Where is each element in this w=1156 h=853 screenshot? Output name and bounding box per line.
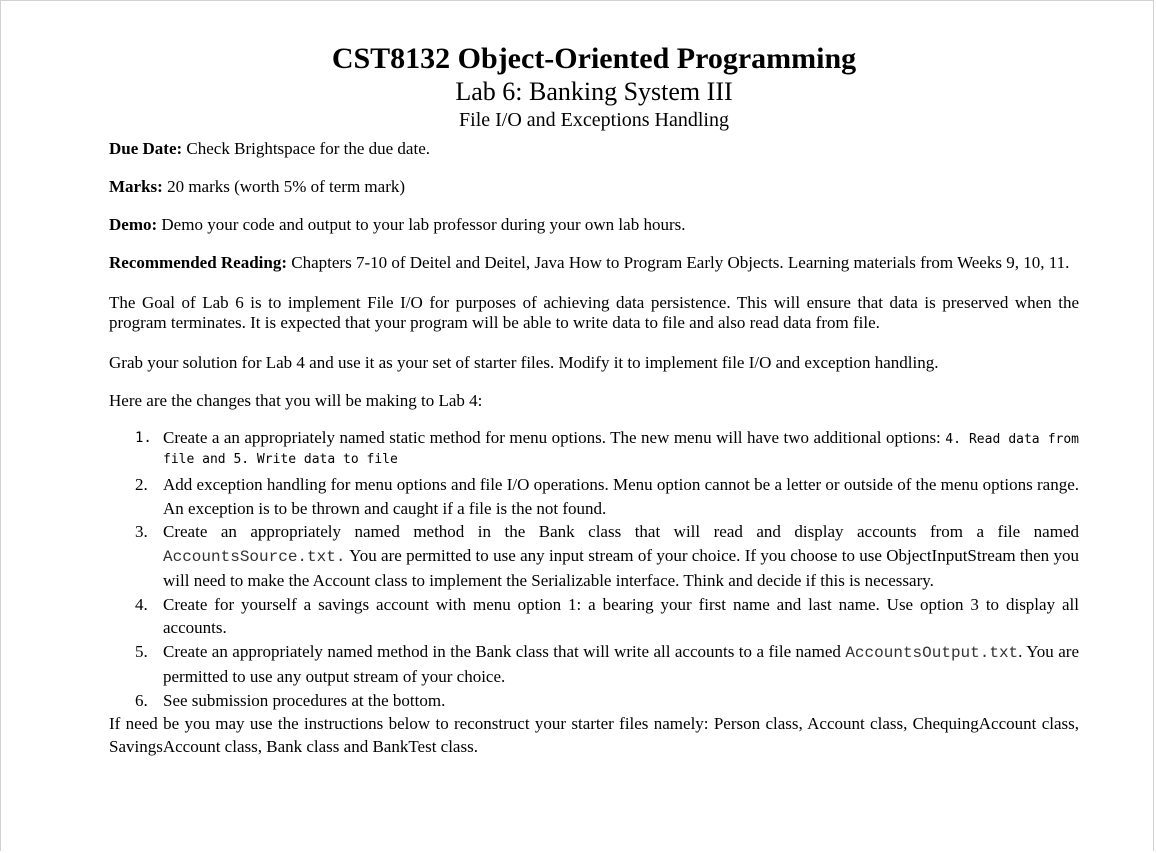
due-date-text: Check Brightspace for the due date. bbox=[182, 139, 430, 158]
list-item-number: 3. bbox=[135, 522, 148, 541]
reading-text: Chapters 7-10 of Deitel and Deitel, Java How to Program Early Objects. Learning materials from Weeks 9, 10, 11. bbox=[287, 253, 1070, 272]
list-item-number: 1. bbox=[135, 430, 152, 446]
changes-list bbox=[109, 429, 1079, 712]
list-item-number: 6. bbox=[135, 690, 148, 710]
demo-line bbox=[109, 215, 1079, 235]
changes-intro: Here are the changes that you will be making to Lab 4: bbox=[109, 391, 483, 410]
demo-label: Demo: bbox=[109, 215, 158, 234]
lab-topic: File I/O and Exceptions Handling bbox=[459, 109, 729, 131]
closing-paragraph: If need be you may use the instructions below to reconstruct your starter files namely: Person class, Account class, ChequingAccount class, SavingsAccount class, Bank class and BankTest class. bbox=[109, 714, 1079, 756]
list-item bbox=[109, 429, 1079, 469]
grab-paragraph: Grab your solution for Lab 4 and use it as your set of starter files. Modify it to implement file I/O and exception handling. bbox=[109, 353, 939, 372]
list-item-number: 5. bbox=[135, 641, 148, 661]
list-item bbox=[109, 689, 1079, 713]
list-item-text: Create an appropriately named method in the Bank class that will read and display accounts from a file named bbox=[163, 522, 1079, 541]
list-item-text: Create for yourself a savings account with menu option 1: a bearing your first name and last name. Use option 3 to display all accounts. bbox=[163, 594, 1079, 637]
due-date-line bbox=[109, 139, 1079, 159]
list-item-text: Create a an appropriately named static method for menu options. The new menu will have two additional options: bbox=[163, 428, 946, 447]
list-item-text: See submission procedures at the bottom. bbox=[163, 690, 446, 710]
lab-subtitle: Lab 6: Banking System III bbox=[455, 77, 733, 106]
list-item bbox=[109, 473, 1079, 520]
source-filename-code: AccountsSource.txt. bbox=[163, 547, 346, 566]
list-item bbox=[109, 520, 1079, 593]
menu-options-code: 4. Read data from file and 5. Write data to file bbox=[163, 432, 1079, 467]
list-item-text-continued: You are permitted to use any input stream of your choice. If you choose to use ObjectInputStream then you will need to make the Account class to implement the Serializable interface. Think and decide if this is necessary. bbox=[163, 545, 1079, 590]
goal-paragraph: The Goal of Lab 6 is to implement File I/O for purposes of achieving data persistence. This will ensure that data is preserved when the program terminates. It is expected that your program will be able to write data to file and also read data from file. bbox=[109, 293, 1079, 332]
list-item-text-continued: . You are permitted to use any output stream of your choice. bbox=[163, 641, 1079, 686]
list-item bbox=[109, 640, 1079, 689]
reading-label: Recommended Reading: bbox=[109, 253, 288, 272]
marks-line bbox=[109, 177, 1079, 197]
list-item-text: Create an appropriately named method in the Bank class that will write all accounts to a file named bbox=[163, 641, 846, 661]
list-item bbox=[109, 593, 1079, 640]
output-filename-code: AccountsOutput.txt bbox=[845, 643, 1019, 662]
marks-text: 20 marks (worth 5% of term mark) bbox=[162, 177, 406, 196]
demo-text: Demo your code and output to your lab professor during your own lab hours. bbox=[157, 215, 686, 234]
marks-label: Marks: bbox=[109, 177, 163, 196]
list-item-text: Add exception handling for menu options and file I/O operations. Menu option cannot be a letter or outside of the menu options range. An exception is to be thrown and caught if a file is the not found. bbox=[163, 475, 1079, 518]
list-item-number: 2. bbox=[135, 475, 148, 494]
reading-line bbox=[109, 253, 1079, 273]
list-item-number: 4. bbox=[135, 594, 148, 614]
document-content bbox=[109, 41, 1079, 758]
due-date-label: Due Date: bbox=[109, 139, 183, 158]
page-title: CST8132 Object-Oriented Programming bbox=[331, 42, 857, 75]
